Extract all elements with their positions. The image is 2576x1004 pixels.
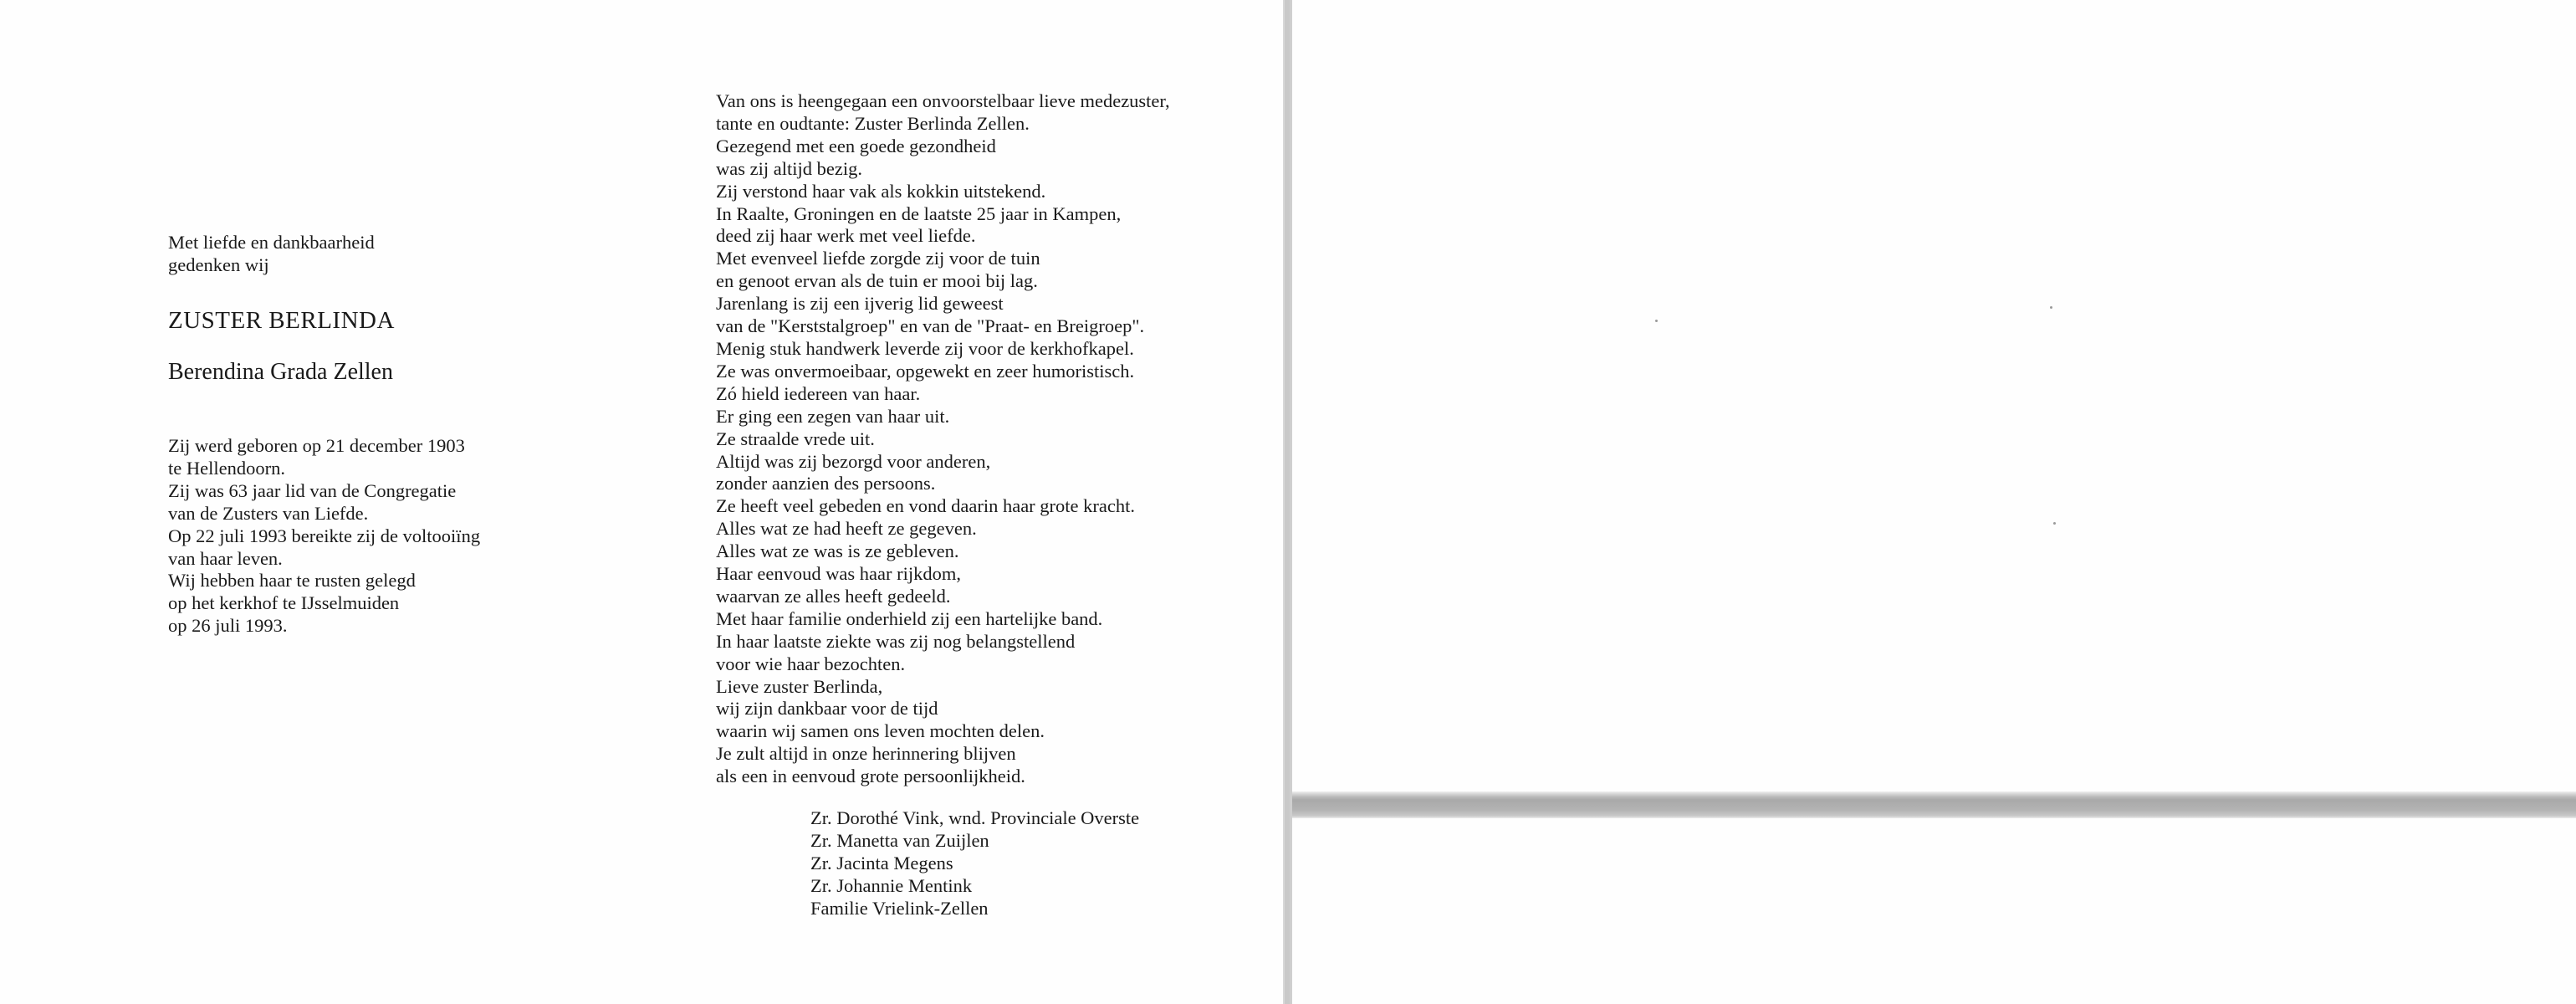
decorative-band: [1292, 791, 2576, 818]
bio-line: van de Zusters van Liefde.: [168, 502, 369, 524]
memorial-line: Je zult altijd in onze herinnering blijven: [716, 743, 1016, 765]
bio-line: Zij was 63 jaar lid van de Congregatie: [168, 479, 457, 501]
bio-line: te Hellendoorn.: [168, 457, 285, 479]
deceased-full-name: Berendina Grada Zellen: [168, 359, 393, 385]
bio-line: Op 22 juli 1993 bereikte zij de voltooiïng: [168, 525, 481, 546]
memorial-line: deed zij haar werk met veel liefde.: [716, 225, 976, 247]
signer: Zr. Manetta van Zuijlen: [810, 829, 989, 851]
memorial-line: Zó hield iedereen van haar.: [716, 382, 921, 404]
memorial-line: en genoot ervan als de tuin er mooi bij lag.: [716, 270, 1038, 292]
memorial-line: Ze straalde vrede uit.: [716, 428, 875, 449]
memorial-line: Lieve zuster Berlinda,: [716, 675, 883, 697]
paper-speck: [2050, 306, 2052, 309]
memorial-line: waarvan ze alles heeft gedeeld.: [716, 585, 951, 607]
memorial-line: tante en oudtante: Zuster Berlinda Zellen.: [716, 112, 1030, 134]
memorial-line: Haar eenvoud was haar rijkdom,: [716, 563, 962, 585]
memorial-text: [716, 90, 1170, 788]
memorial-line: Van ons is heengegaan een onvoorstelbaar lieve medezuster,: [716, 90, 1170, 111]
memorial-line: Altijd was zij bezorgd voor anderen,: [716, 450, 991, 472]
signer: Zr. Johannie Mentink: [810, 874, 973, 896]
memorial-line: Zij verstond haar vak als kokkin uitstekend.: [716, 180, 1046, 202]
card-cover-page: [1290, 0, 2576, 1004]
memorial-line: was zij altijd bezig.: [716, 157, 862, 179]
intro-line: Met liefde en dankbaarheid: [168, 232, 375, 253]
memorial-line: voor wie haar bezochten.: [716, 653, 906, 674]
memorial-line: In Raalte, Groningen en de laatste 25 jaar in Kampen,: [716, 202, 1122, 224]
deceased-title: ZUSTER BERLINDA: [168, 307, 395, 334]
card-inside-page: [0, 0, 1285, 1004]
memorial-line: Met haar familie onderhield zij een hartelijke band.: [716, 607, 1103, 629]
memorial-line: Gezegend met een goede gezondheid: [716, 135, 996, 156]
memorial-line: Met evenveel liefde zorgde zij voor de tuin: [716, 248, 1040, 269]
memorial-line: als een in eenvoud grote persoonlijkheid.: [716, 766, 1025, 787]
intro-text: [168, 232, 375, 277]
memorial-line: Er ging een zegen van haar uit.: [716, 405, 950, 427]
memorial-line: Jarenlang is zij een ijverig lid geweest: [716, 293, 1004, 315]
bio-line: Wij hebben haar te rusten gelegd: [168, 570, 416, 592]
signer: Zr. Jacinta Megens: [810, 852, 953, 873]
memorial-line: Alles wat ze had heeft ze gegeven.: [716, 518, 977, 540]
memorial-line: Alles wat ze was is ze gebleven.: [716, 540, 959, 562]
memorial-line: wij zijn dankbaar voor de tijd: [716, 698, 938, 720]
signer: Familie Vrielink-Zellen: [810, 897, 989, 919]
memorial-line: In haar laatste ziekte was zij nog belangstellend: [716, 630, 1076, 652]
signer: Zr. Dorothé Vink, wnd. Provinciale Overste: [810, 807, 1140, 828]
paper-speck: [2053, 522, 2056, 525]
paper-speck: [1655, 320, 1658, 322]
memorial-line: zonder aanzien des persoons.: [716, 473, 936, 494]
bio-line: op het kerkhof te IJsselmuiden: [168, 592, 400, 614]
biography-text: [168, 435, 480, 638]
memorial-line: Ze heeft veel gebeden en vond daarin haar grote kracht.: [716, 495, 1135, 517]
intro-line: gedenken wij: [168, 254, 269, 275]
memorial-line: Ze was onvermoeibaar, opgewekt en zeer humoristisch.: [716, 360, 1135, 382]
memorial-line: van de "Kerststalgroep" en van de "Praat- en Breigroep".: [716, 315, 1145, 337]
bio-line: Zij werd geboren op 21 december 1903: [168, 435, 465, 456]
signers-list: [810, 807, 1139, 920]
bio-line: op 26 juli 1993.: [168, 615, 288, 637]
memorial-line: waarin wij samen ons leven mochten delen.: [716, 720, 1045, 742]
bio-line: van haar leven.: [168, 547, 283, 569]
memorial-line: Menig stuk handwerk leverde zij voor de kerkhofkapel.: [716, 337, 1134, 359]
